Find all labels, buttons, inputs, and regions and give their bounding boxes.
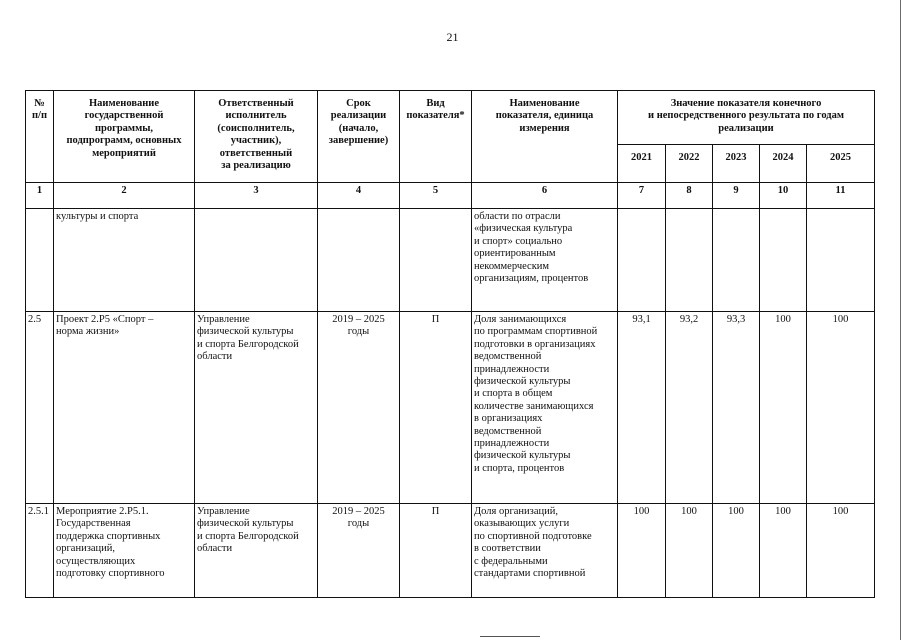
- sheet-edge: [900, 0, 901, 640]
- row-value-2021: 100: [618, 504, 666, 598]
- header-indicator-name: Наименование показателя, единица измерения: [472, 91, 618, 183]
- page-number: 21: [446, 30, 459, 44]
- row-value-2021: 93,1: [618, 312, 666, 504]
- indicator-table: [25, 90, 875, 598]
- row-indicator-type: П: [400, 504, 472, 598]
- row-value-2025: 100: [807, 312, 875, 504]
- header-values-group: Значение показателя конечного и непосредственного результата по годам реализации: [618, 91, 875, 145]
- column-number: 4: [318, 183, 400, 209]
- row-indicator-type: [400, 209, 472, 312]
- row-value-2024: [760, 209, 807, 312]
- header-program-name: Наименование государственной программы, подпрограмм, основных мероприятий: [54, 91, 195, 183]
- row-value-2022: [666, 209, 713, 312]
- row-indicator-name: Доля организаций, оказывающих услуги по спортивной подготовке в соответствии с федеральными стандартами спортивной: [472, 504, 618, 598]
- table-row: [26, 504, 875, 598]
- column-number: 7: [618, 183, 666, 209]
- row-value-2021: [618, 209, 666, 312]
- row-value-2022: 100: [666, 504, 713, 598]
- column-number: 11: [807, 183, 875, 209]
- row-period: 2019 – 2025 годы: [318, 504, 400, 598]
- row-indicator-name: Доля занимающихся по программам спортивной подготовки в организациях ведомственной принадлежности физической культуры и спорта в общем количестве занимающихся в организациях ведомственной принадлежности физической культуры и спорта, процентов: [472, 312, 618, 504]
- column-number: 3: [195, 183, 318, 209]
- header-number: № п/п: [26, 91, 54, 183]
- row-number: [26, 209, 54, 312]
- row-value-2025: [807, 209, 875, 312]
- row-value-2022: 93,2: [666, 312, 713, 504]
- row-program-name: Мероприятие 2.Р5.1. Государственная поддержка спортивных организаций, осуществляющих подготовку спортивного: [54, 504, 195, 598]
- column-number: 8: [666, 183, 713, 209]
- scan-mark: [480, 636, 540, 637]
- row-program-name: культуры и спорта: [54, 209, 195, 312]
- header-row-top: [26, 91, 875, 145]
- row-indicator-name: области по отрасли «физическая культура и спорт» социально ориентированным некоммерческим организациям, процентов: [472, 209, 618, 312]
- header-year: 2023: [713, 145, 760, 183]
- row-executor: Управление физической культуры и спорта Белгородской области: [195, 312, 318, 504]
- header-year: 2022: [666, 145, 713, 183]
- header-year: 2025: [807, 145, 875, 183]
- row-number: 2.5.1: [26, 504, 54, 598]
- row-indicator-type: П: [400, 312, 472, 504]
- table-row: [26, 209, 875, 312]
- header-indicator-type: Вид показателя*: [400, 91, 472, 183]
- column-number: 6: [472, 183, 618, 209]
- row-value-2024: 100: [760, 504, 807, 598]
- row-value-2023: [713, 209, 760, 312]
- row-executor: Управление физической культуры и спорта Белгородской области: [195, 504, 318, 598]
- row-program-name: Проект 2.Р5 «Спорт – норма жизни»: [54, 312, 195, 504]
- row-value-2023: 93,3: [713, 312, 760, 504]
- row-value-2024: 100: [760, 312, 807, 504]
- row-executor: [195, 209, 318, 312]
- column-number: 1: [26, 183, 54, 209]
- column-number: 10: [760, 183, 807, 209]
- row-period: 2019 – 2025 годы: [318, 312, 400, 504]
- header-period: Срок реализации (начало, завершение): [318, 91, 400, 183]
- table-row: [26, 312, 875, 504]
- row-value-2023: 100: [713, 504, 760, 598]
- column-number-row: [26, 183, 875, 209]
- row-value-2025: 100: [807, 504, 875, 598]
- header-year: 2024: [760, 145, 807, 183]
- column-number: 9: [713, 183, 760, 209]
- column-number: 5: [400, 183, 472, 209]
- row-number: 2.5: [26, 312, 54, 504]
- column-number: 2: [54, 183, 195, 209]
- header-executor: Ответственный исполнитель (соисполнитель, участник), ответственный за реализацию: [195, 91, 318, 183]
- row-period: [318, 209, 400, 312]
- header-year: 2021: [618, 145, 666, 183]
